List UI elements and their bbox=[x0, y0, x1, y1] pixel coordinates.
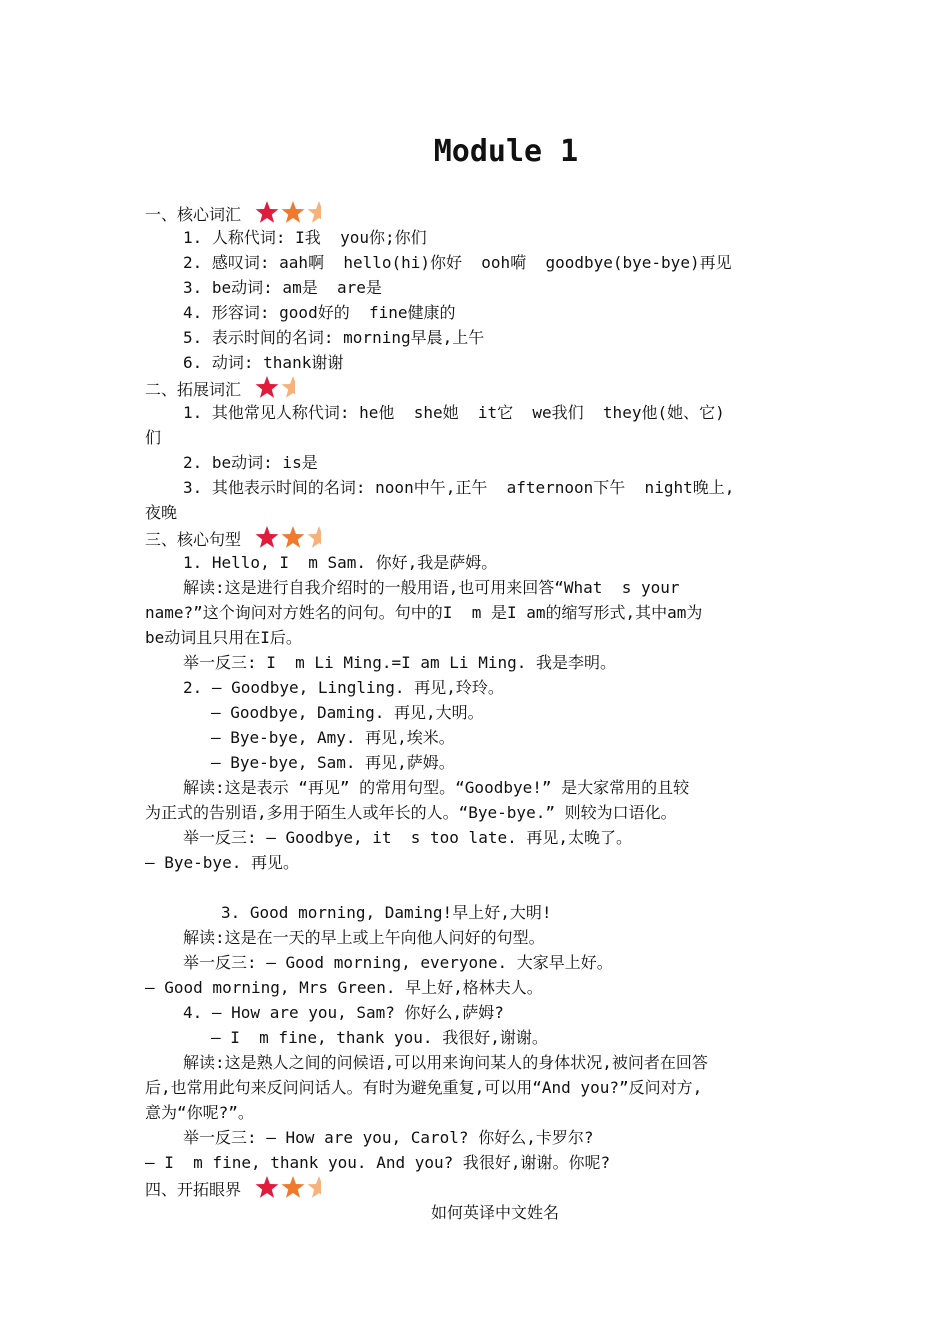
explanation-line: 后,也常用此句来反问问话人。有时为避免重复,可以用“And you?”反问对方, bbox=[145, 1078, 703, 1097]
sentence-line: — Bye-bye, Amy. 再见,埃米。 bbox=[211, 728, 455, 747]
vocab-line: 2. be动词: is是 bbox=[183, 453, 318, 472]
section-heading-broaden-horizons bbox=[145, 1175, 825, 1200]
star-rating-icon bbox=[255, 525, 337, 549]
vocab-line: 3. be动词: am是 are是 bbox=[183, 278, 382, 297]
star-rating-icon bbox=[255, 1175, 337, 1199]
star-mark bbox=[256, 1176, 279, 1198]
sentence-line: 4. — How are you, Sam? 你好么,萨姆? bbox=[183, 1003, 504, 1022]
vocab-line: 5. 表示时间的名词: morning早晨,上午 bbox=[183, 328, 485, 347]
sentence-line: — Goodbye, Daming. 再见,大明。 bbox=[211, 703, 484, 722]
explanation-line: 解读:这是熟人之间的问候语,可以用来询问某人的身体状况,被问者在回答 bbox=[183, 1053, 708, 1072]
section-heading-text: 一、核心词汇 bbox=[145, 205, 242, 224]
vocab-line: 2. 感叹词: aah啊 hello(hi)你好 ooh嗬 goodbye(bye-bye)再见 bbox=[183, 253, 732, 272]
section-heading-core-vocabulary bbox=[145, 200, 825, 225]
vocab-line: 们 bbox=[145, 428, 162, 447]
star-rating-icon bbox=[255, 375, 311, 399]
vocab-line: 3. 其他表示时间的名词: noon中午,正午 afternoon下午 night晚上, bbox=[183, 478, 735, 497]
star-mark bbox=[282, 376, 305, 398]
star-mark bbox=[256, 376, 279, 398]
subheading: 如何英译中文姓名 bbox=[430, 1203, 559, 1222]
explanation-line: 解读:这是在一天的早上或上午向他人问好的句型。 bbox=[183, 928, 545, 947]
explanation-line: 意为“你呢?”。 bbox=[145, 1103, 254, 1122]
example-line: 举一反三: — Good morning, everyone. 大家早上好。 bbox=[183, 953, 613, 972]
section-heading-text: 三、核心句型 bbox=[145, 530, 242, 549]
explanation-line: 为正式的告别语,多用于陌生人或年长的人。“Bye-bye.” 则较为口语化。 bbox=[145, 803, 677, 822]
example-line: 举一反三: I m Li Ming.=I am Li Ming. 我是李明。 bbox=[183, 653, 616, 672]
vocab-line: 1. 其他常见人称代词: he他 she她 it它 we我们 they他(她、它) bbox=[183, 403, 725, 422]
star-rating-icon bbox=[255, 200, 337, 224]
section-heading-text: 二、拓展词汇 bbox=[145, 380, 242, 399]
sentence-line: 3. Good morning, Daming!早上好,大明! bbox=[221, 903, 552, 922]
sentence-line: — Bye-bye, Sam. 再见,萨姆。 bbox=[211, 753, 455, 772]
section-heading-core-sentences bbox=[145, 525, 825, 550]
explanation-line: be动词且只用在I后。 bbox=[145, 628, 302, 647]
star-mark bbox=[282, 201, 305, 223]
section-heading-text: 四、开拓眼界 bbox=[145, 1180, 242, 1199]
vocab-line: 4. 形容词: good好的 fine健康的 bbox=[183, 303, 456, 322]
vocab-line: 6. 动词: thank谢谢 bbox=[183, 353, 344, 372]
star-mark bbox=[282, 1176, 305, 1198]
example-line: — Good morning, Mrs Green. 早上好,格林夫人。 bbox=[145, 978, 543, 997]
sentence-line: 1. Hello, I m Sam. 你好,我是萨姆。 bbox=[183, 553, 498, 572]
star-mark bbox=[256, 526, 279, 548]
example-line: 举一反三: — Goodbye, it s too late. 再见,太晚了。 bbox=[183, 828, 632, 847]
example-line: — Bye-bye. 再见。 bbox=[145, 853, 299, 872]
explanation-line: 解读:这是进行自我介绍时的一般用语,也可用来回答“What s your bbox=[183, 578, 680, 597]
explanation-line: name?”这个询问对方姓名的问句。句中的I m 是I am的缩写形式,其中am为 bbox=[145, 603, 703, 622]
example-line: — I m fine, thank you. And you? 我很好,谢谢。你呢? bbox=[145, 1153, 611, 1172]
page-title: Module 1 bbox=[433, 134, 579, 169]
vocab-line: 1. 人称代词: I我 you你;你们 bbox=[183, 228, 427, 247]
star-mark bbox=[308, 526, 331, 548]
section-heading-extended-vocabulary bbox=[145, 375, 825, 400]
vocab-line: 夜晚 bbox=[145, 503, 178, 522]
example-line: 举一反三: — How are you, Carol? 你好么,卡罗尔? bbox=[183, 1128, 594, 1147]
star-mark bbox=[256, 201, 279, 223]
sentence-line: 2. — Goodbye, Lingling. 再见,玲玲。 bbox=[183, 678, 504, 697]
star-mark bbox=[308, 1176, 331, 1198]
star-mark bbox=[282, 526, 305, 548]
explanation-line: 解读:这是表示 “再见” 的常用句型。“Goodbye!” 是大家常用的且较 bbox=[183, 778, 690, 797]
star-mark bbox=[308, 201, 331, 223]
sentence-line: — I m fine, thank you. 我很好,谢谢。 bbox=[211, 1028, 548, 1047]
